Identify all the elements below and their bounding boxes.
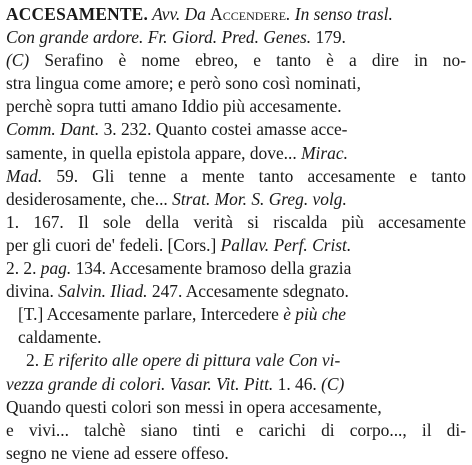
entry-text-run: Pallav. Perf. Crist. <box>220 234 352 255</box>
entry-text-run: 134. Accesamente bramoso della grazia <box>71 258 352 279</box>
entry-text-run: Avv. Da <box>148 4 211 24</box>
entry-line <box>6 349 466 372</box>
entry-text-run: 1. 46. <box>273 373 322 394</box>
entry-text-run: pag. <box>40 258 72 279</box>
entry-text-run: 2. <box>26 350 44 371</box>
entry-text-run: Salvin. Iliad. <box>58 281 148 302</box>
entry-text-run: vezza grande di colori. Vasar. Vit. Pitt. <box>6 373 274 394</box>
entry-text-run: 3. 232. Quanto costei amasse acce- <box>99 119 348 140</box>
entry-line <box>6 142 466 165</box>
entry-line <box>6 373 466 396</box>
entry-text-run: . In senso trasl. <box>286 4 393 24</box>
entry-text-run: perchè sopra tutti amano Iddio più accesamente. <box>6 96 342 117</box>
entry-text-run: samente, in quella epistola appare, dove... <box>6 142 302 163</box>
entry-line <box>6 257 466 280</box>
entry-line <box>6 3 466 26</box>
entry-line <box>6 442 466 465</box>
entry-text-run: desiderosamente, che... <box>6 188 173 209</box>
entry-text-run: Comm. Dant. <box>6 119 100 140</box>
entry-text-run: stra lingua come amore; e però sono così nominati, <box>6 73 361 94</box>
entry-line <box>6 49 466 72</box>
entry-text-run: 247. Accesamente sdegnato. <box>147 281 349 302</box>
entry-text-run: 1. 167. Il sole della verità si riscalda più accesamente <box>6 211 466 232</box>
entry-line <box>6 419 466 442</box>
entry-line <box>6 234 466 257</box>
entry-text-run: caldamente. <box>18 327 102 348</box>
entry-text-run: 179. <box>311 27 346 48</box>
entry-text-run: Accendere <box>210 4 287 24</box>
entry-line <box>6 26 466 49</box>
entry-text-run: è più che <box>283 304 346 325</box>
entry-text-run: E riferito alle opere di pittura vale Con vi- <box>43 350 341 371</box>
entry-line <box>6 326 466 349</box>
entry-text-run: divina. <box>6 281 59 302</box>
entry-text-run: segno ne viene ad essere offeso. <box>6 442 229 463</box>
entry-text-run: [T.] Accesamente parlare, Intercedere <box>18 304 284 325</box>
entry-line <box>6 165 466 188</box>
entry-text-run: Serafino è nome ebreo, e tanto è a dire in no- <box>29 50 466 71</box>
entry-text-run: Mad. <box>6 165 43 186</box>
entry-line <box>6 303 466 326</box>
entry-text-run: 59. Gli tenne a mente tanto accesamente e tanto <box>42 165 466 186</box>
entry-text-run: Mirac. <box>301 142 348 163</box>
headword: ACCESAMENTE. <box>6 4 149 24</box>
entry-line <box>6 211 466 234</box>
entry-text-run: (C) <box>6 50 30 71</box>
entry-line <box>6 396 466 419</box>
entry-line <box>6 188 466 211</box>
entry-text-run: 2. 2. <box>6 258 41 279</box>
dictionary-entry-accesamente <box>6 3 466 465</box>
entry-text-run: per gli cuori de' fedeli. [Cors.] <box>6 234 221 255</box>
entry-line <box>6 118 466 141</box>
entry-line <box>6 280 466 303</box>
entry-text-run: Quando questi colori son messi in opera accesamente, <box>6 396 382 417</box>
entry-line <box>6 95 466 118</box>
entry-text-run: e vivi... talchè siano tinti e carichi di corpo..., il di- <box>6 419 466 440</box>
entry-text-run: Strat. Mor. S. Greg. volg. <box>172 188 347 209</box>
entry-text-run: (C) <box>321 373 345 394</box>
entry-text-run: Con grande ardore. Fr. Giord. Pred. Genes. <box>6 27 312 48</box>
entry-line <box>6 72 466 95</box>
